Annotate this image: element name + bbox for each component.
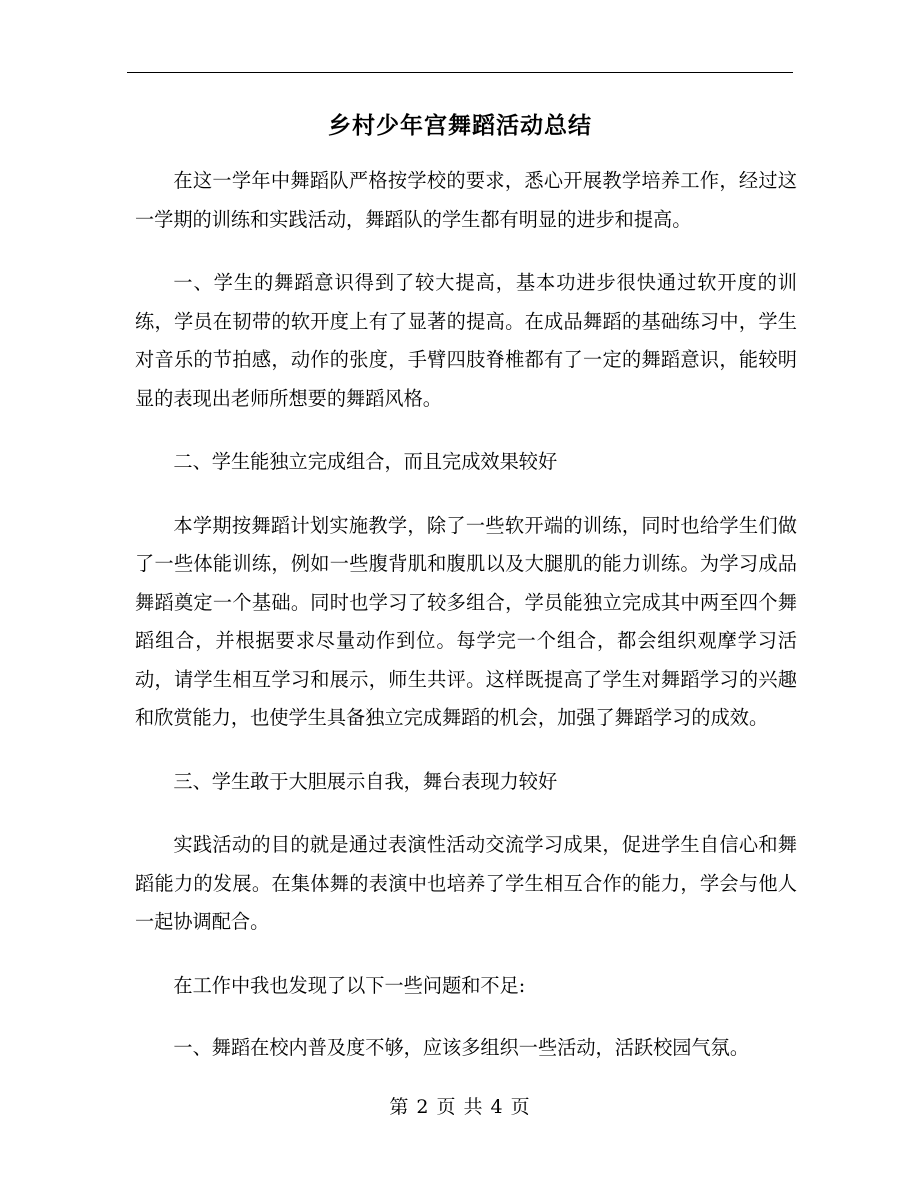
header-rule xyxy=(127,72,793,73)
page-number-footer: 第 2 页 共 4 页 xyxy=(389,1096,531,1118)
document-title: 乡村少年宫舞蹈活动总结 xyxy=(328,113,592,139)
paragraph-problems-intro: 在工作中我也发现了以下一些问题和不足: xyxy=(173,973,526,997)
paragraph-section-one: 一、学生的舞蹈意识得到了较大提高，基本功进步很快通过软开度的训练，学员在韧带的软开度上有了显著的提高。在成品舞蹈的基础练习中，学生对音乐的节拍感，动作的张度，手臂四肢脊椎都有了一定的舞蹈意识，能较明显的表现出老师所想要的舞蹈风格。 xyxy=(135,271,797,410)
paragraph-section-two-body: 本学期按舞蹈计划实施教学，除了一些软开端的训练，同时也给学生们做了一些体能训练，例如一些腹背肌和腹肌以及大腿肌的能力训练。为学习成品舞蹈奠定一个基础。同时也学习了较多组合，学员能独立完成其中两至四个舞蹈组合，并根据要求尽量动作到位。每学完一个组合，都会组织观摩学习活动，请学生相互学习和展示，师生共评。这样既提高了学生对舞蹈学习的兴趣和欣赏能力，也使学生具备独立完成舞蹈的机会，加强了舞蹈学习的成效。 xyxy=(135,513,797,729)
document-body xyxy=(135,162,797,1068)
paragraph-section-three-body: 实践活动的目的就是通过表演性活动交流学习成果，促进学生自信心和舞蹈能力的发展。在集体舞的表演中也培养了学生相互合作的能力，学会与他人一起协调配合。 xyxy=(135,833,797,933)
paragraph-section-two-heading: 二、学生能独立完成组合，而且完成效果较好 xyxy=(173,450,558,473)
paragraph-intro: 在这一学年中舞蹈队严格按学校的要求，悉心开展教学培养工作，经过这一学期的训练和实践活动，舞蹈队的学生都有明显的进步和提高。 xyxy=(135,169,797,231)
paragraph-problem-one: 一、舞蹈在校内普及度不够，应该多组织一些活动，活跃校园气氛。 xyxy=(173,1036,750,1059)
paragraph-section-three-heading: 三、学生敢于大胆展示自我，舞台表现力较好 xyxy=(173,769,558,793)
